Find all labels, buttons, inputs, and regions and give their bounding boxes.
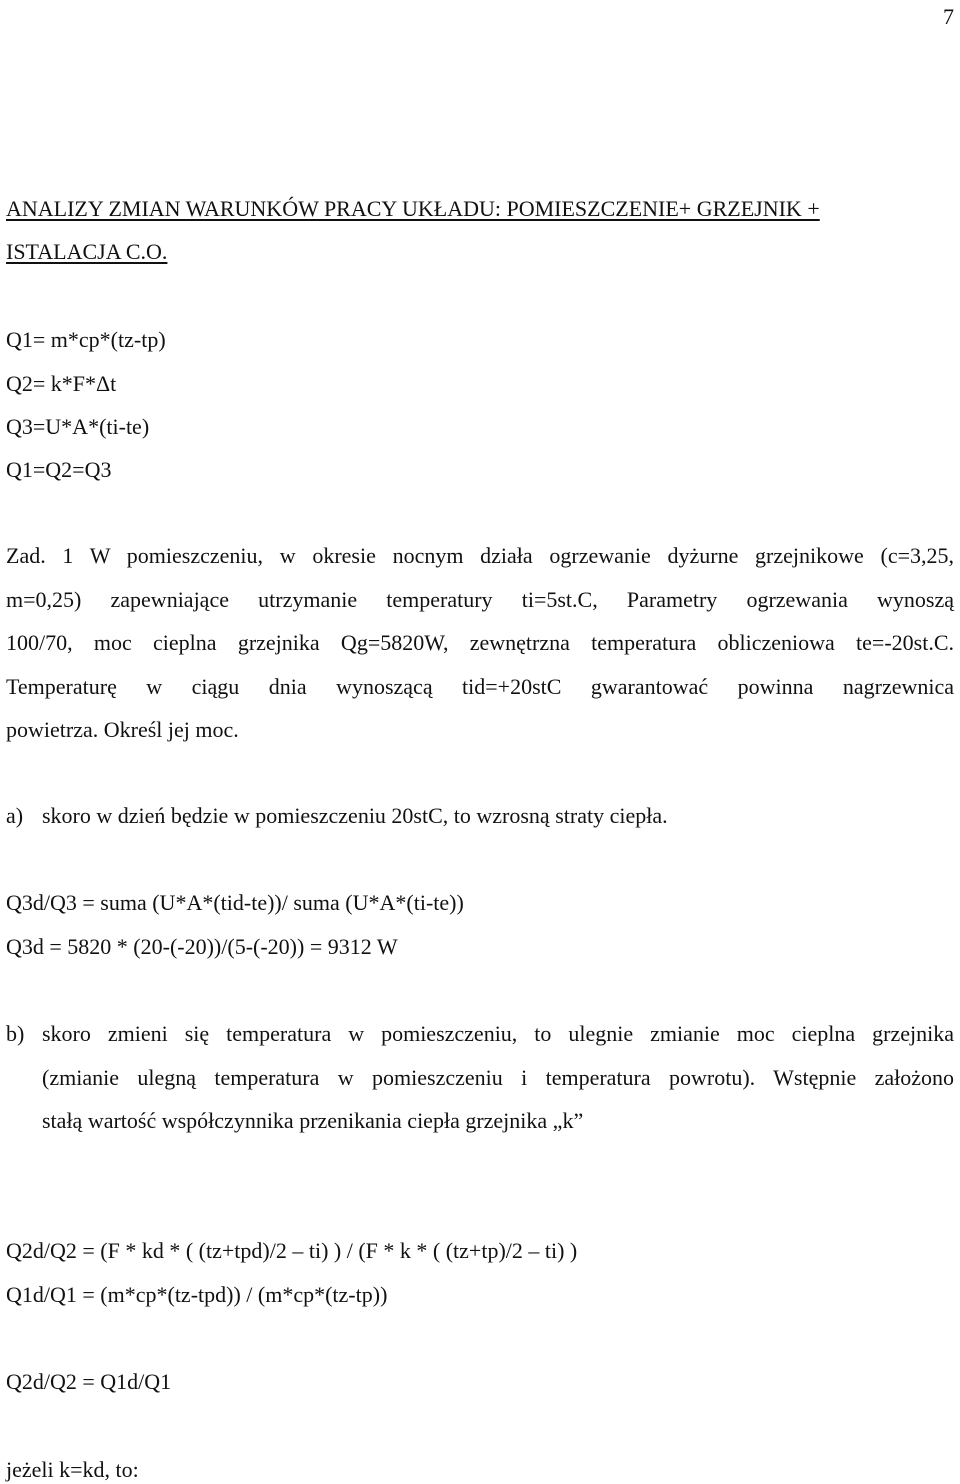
task-line-5: powietrza. Określ jej moc.	[6, 717, 239, 742]
title-line-2: ISTALACJA C.O.	[6, 239, 168, 264]
point-b-line-1: skoro zmieni się temperatura w pomieszczeniu, to ulegnie zmianie moc cieplna grzejnika	[42, 1021, 954, 1046]
formula-equality: Q1=Q2=Q3	[6, 457, 112, 482]
ratio-equality: Q2d/Q2 = Q1d/Q1	[6, 1369, 172, 1394]
task-line-4: Temperaturę w ciągu dnia wynoszącą tid=+20stC gwarantować powinna nagrzewnica	[6, 674, 954, 699]
task-line-2: m=0,25) zapewniające utrzymanie temperatury ti=5st.C, Parametry ogrzewania wynoszą	[6, 587, 954, 612]
point-b-line-3: stałą wartość współczynnika przenikania ciepła grzejnika „k”	[42, 1108, 584, 1133]
point-b-marker: b)	[6, 1021, 25, 1046]
formula-q2: Q2= k*F*Δt	[6, 371, 117, 396]
calc-a-result: Q3d = 5820 * (20-(-20))/(5-(-20)) = 9312 W	[6, 934, 398, 959]
point-a-marker: a)	[6, 803, 24, 828]
calc-a-ratio: Q3d/Q3 = suma (U*A*(tid-te))/ suma (U*A*(ti-te))	[6, 890, 464, 915]
task-line-3: 100/70, moc cieplna grzejnika Qg=5820W, zewnętrzna temperatura obliczeniowa te=-20st.C.	[6, 630, 954, 655]
task-line-1: Zad. 1 W pomieszczeniu, w okresie nocnym działa ogrzewanie dyżurne grzejnikowe (c=3,25,	[6, 543, 954, 568]
conclusion-text: jeżeli k=kd, to:	[6, 1457, 139, 1482]
page-number: 7	[943, 4, 954, 29]
calc-b-q2-ratio: Q2d/Q2 = (F * kd * ( (tz+tpd)/2 – ti) ) / (F * k * ( (tz+tp)/2 – ti) )	[6, 1238, 578, 1263]
title-line-1: ANALIZY ZMIAN WARUNKÓW PRACY UKŁADU: POMIESZCZENIE+ GRZEJNIK +	[6, 196, 820, 221]
calc-b-q1-ratio: Q1d/Q1 = (m*cp*(tz-tpd)) / (m*cp*(tz-tp))	[6, 1282, 388, 1307]
formula-q3: Q3=U*A*(ti-te)	[6, 414, 150, 439]
point-a-text: skoro w dzień będzie w pomieszczeniu 20stC, to wzrosną straty ciepła.	[42, 803, 668, 828]
point-b-line-2: (zmianie ulegną temperatura w pomieszczeniu i temperatura powrotu). Wstępnie założono	[42, 1065, 954, 1090]
formula-q1: Q1= m*cp*(tz-tp)	[6, 327, 166, 352]
